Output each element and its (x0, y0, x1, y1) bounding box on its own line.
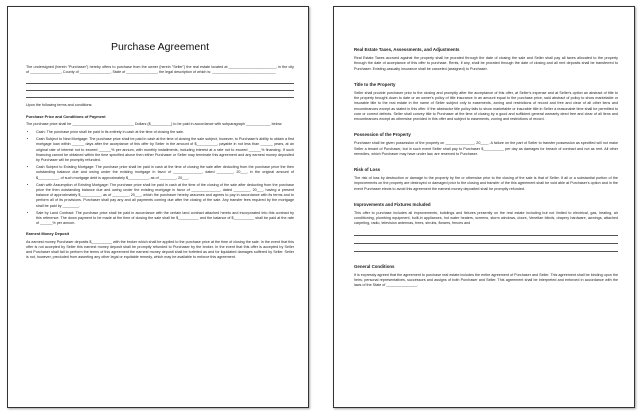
legal-description-line (26, 78, 294, 84)
section-paragraph: It is expressly agreed that the agreement to purchase real estate includes the entire agreement of Purchaser and Seller. This agreement shall be binding upon the heirs, personal representatives, successors and assigns of both Purchaser and Seller. This agreement shall be interpreted and enforced in accordance with the laws of the State of _______________. (354, 272, 618, 288)
list-item: • Cash Subject to New Mortgage: The purchase price shall be paid in cash at the time of closing the sale subject, however, to Purchaser's ability to obtain a first mortgage loan within ______ days after the acceptance of this offer by Seller in the amount of $__________, payable in not less than ______ years, at an original rate of interest not to exceed ______% per annum, with monthly installments, including interest at a rate not to exceed ______% financing. If such financing cannot be obtained within the time specified above then either Purchaser or Seller may terminate this agreement and any earnest money deposited by Purchaser will be promptly refunded. (36, 137, 294, 163)
deposit-paragraph: As earnest money Purchaser deposits $__________ with the broker which shall be applied to the purchase price at the time of closing the sale. In the event that this offer is not accepted by Seller this earnest money deposit shall be promptly refunded to Purchaser by the broker. In the event that this offer is accepted by Seller and Purchaser shall fail to perform the terms of this agreement the earnest money deposit shall be forfeited as and for liquidated damages suffered by Seller. Seller is not, however, precluded from asserting any other legal or equitable remedy, which may be available to enforce this agreement. (26, 239, 294, 260)
price-heading: Purchase Price and Conditions of Payment (26, 113, 106, 119)
fill-in-line (354, 245, 618, 252)
deposit-heading: Earnest Money Deposit (26, 231, 70, 237)
terms-intro: Upon the following terms and conditions: (26, 103, 93, 108)
legal-description-line (26, 92, 294, 98)
section-paragraph: This offer to purchase includes all improvements, buildings and fixtures presently on the real estate including but not limited to electrical, gas, heating, air conditioning, plumbing equipment, built-in appliances, hot water heaters, screens, storm windows, doors, Venetian blinds, drapery hardware, awnings, attached carpeting, radio, television antennas, trees, shrubs, flowers, fences and (354, 211, 618, 226)
list-item: • Cash Subject to Existing Mortgage: The purchase price shall be paid in cash at the time of closing the sale after deducting from the purchase price the then outstanding balance due and owing under the existing mortgage in favor of ______________, dated ________, 20___, in the original amount of $__________, of such mortgage debt is approximately $__________, as of ________, 20___. (36, 165, 294, 181)
section-heading: General Conditions (354, 263, 395, 269)
section-heading: Risk of Loss (354, 167, 381, 173)
intro-paragraph: The undersigned (herein "Purchaser") hereby offers to purchase from the owner (herein "Seller") the real estate located at _______________________, in the city of _______________, County of _______________, State of _______________, the legal description of which is: _______________________________ (26, 65, 294, 75)
section-paragraph: Seller shall provide purchaser prior to the closing and promptly after the acceptance of this offer, at Seller's expense and at Seller's option an abstract of title to the property brought down to date or an owner's policy of title insurance in an amount equal to the purchase price, said abstract of policy to show marketable or insurable title to the real estate in the name of Seller subject only to easements, zoning and restrictions of record and free and clear of all other liens and encumbrances except as stated in this offer. If the abstractor title policy fails to show marketable or insurable title in Seller a reasonable time shall be permitted to cure or correct defects. Seller shall convey title to Purchaser at the time of closing by a good and sufficient general warranty deed free and clear of all liens and encumbrances except as otherwise provided in this offer and subject to easements, zoning and restrictions of record. (354, 91, 618, 122)
list-item: • Cash with Assumption of Existing Mortgage: The purchase price shall be paid in cash at the time of the closing of the sale after deducting from the purchase price the then outstanding balance due and owing under the existing mortgage in favor of ______________, dated ________, 20___, having a present balance of approximately $__________, as of ________, 20___, which the purchaser hereby assumes and agrees to pay in accordance with its terms and to perform all of its provisions. Purchaser shall pay any and all payments coming due after the closing of the sale. Any transfer fees required by the mortgage shall be paid by ________. (36, 183, 294, 209)
section-paragraph: Real Estate Taxes accrued against the property shall be prorated through the date of closing the sale and Seller shall pay all taxes allocated to the property through the date of acceptance of this offer to purchase. Rents, if any, shall be prorated through the date of closing and all rent deposits shall be transferred to Purchaser. Existing casualty insurance shall be canceled (assigned) to Purchaser. (354, 56, 618, 71)
list-item: • Cash: The purchase price shall be paid in its entirety in cash at the time of closing the sale. (36, 130, 294, 135)
section-paragraph: Purchaser shall be given possession of the property on ______________, 20____. A failure on the part of Seller to transfer possession as specified will not make Seller a tenant of Purchaser, but in such event Seller shall pay to Purchaser $__________ per day as damages for breach of contract and not as rent. All other remedies, which Purchaser may have under law, are reserved to Purchaser. (354, 141, 618, 156)
fill-in-line (354, 229, 618, 236)
document-title: Purchase Agreement (110, 41, 210, 53)
document-page-right (333, 6, 635, 408)
legal-description-line (26, 85, 294, 91)
list-item: • Sale by Land Contract: The purchase price shall be paid in accordance with the certain land contract attached hereto and incorporated into this contract by this reference. The down payment to be made at the time of closing the sale shall be $__________ and the balance of $__________ shall be paid at the rate of ______% per annum. (36, 211, 294, 227)
document-page-left (7, 6, 309, 408)
section-heading: Improvements and Fixtures Included (354, 201, 431, 207)
price-paragraph: The purchase price shall be ______________________________ Dollars ($__________) to be paid in accordance with subparagraph ____________ below: (26, 121, 283, 126)
section-heading: Possession of the Property (354, 132, 411, 138)
fill-in-line (354, 237, 618, 244)
section-paragraph: The risk of loss by destruction or damage to the property by fire or otherwise prior to the closing of the sale is that of Seller. If all or a substantial portion of the improvements on the property are destroyed or damaged prior to the closing and transfer of the this agreement shall be void able at Purchaser's option and in the event Purchaser elects to avoid this agreement the earnest money deposited shall be promptly refunded. (354, 176, 618, 191)
section-heading: Title to the Property (354, 81, 396, 87)
payment-options-list (26, 130, 294, 226)
section-heading: Real Estate Taxes, Assessments, and Adjustments (354, 47, 460, 52)
